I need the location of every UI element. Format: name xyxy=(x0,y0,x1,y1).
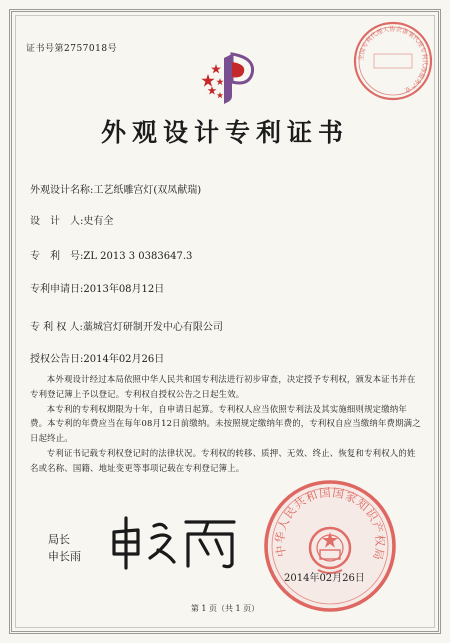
filing-date-row xyxy=(30,280,164,295)
body-paragraph-1: 本外观设计经过本局依照中华人民共和国专利法进行初步审查，决定授予专利权，颁发本证书并在专利登记簿上予以登记。专利权自授权公告之日起生效。 xyxy=(30,374,416,399)
certificate-title: 外观设计专利证书 xyxy=(100,118,349,147)
patentee-value: 藁城宫灯研制开发中心有限公司 xyxy=(82,322,223,333)
patentee-row xyxy=(30,318,223,333)
design-name-label: 外观设计名称: xyxy=(30,185,94,196)
association-stamp xyxy=(352,20,434,102)
patentee-label: 专 利 权 人: xyxy=(30,322,83,333)
design-name-row xyxy=(30,181,201,196)
certificate-number: 证书号第2757018号 xyxy=(26,44,118,54)
director-name: 申长雨 xyxy=(48,550,81,563)
body-paragraph-3: 专利证书记载专利权登记时的法律状况。专利权的转移、质押、无效、终止、恢复和专利权人的姓名或名称、国籍、地址变更等事项记载在专利登记簿上。 xyxy=(30,447,416,473)
director-title: 局长 xyxy=(48,533,70,546)
grant-date-value: 2014年02月26日 xyxy=(83,354,165,365)
seal-text: 中华人民共和国国家知识产权局 xyxy=(272,485,388,563)
grant-date-label: 授权公告日: xyxy=(30,354,84,365)
designer-row xyxy=(30,212,113,227)
designer-label: 设 计 人: xyxy=(30,216,84,227)
patent-number-row xyxy=(30,247,192,262)
official-seal xyxy=(262,478,398,614)
page-footer: 第 1 页（共 1 页） xyxy=(190,604,260,613)
designer-value: 史有全 xyxy=(83,216,114,227)
seal-date: 2014年02月26日 xyxy=(284,573,365,584)
grant-date-row xyxy=(30,350,164,365)
filing-date-value: 2013年08月12日 xyxy=(83,284,165,295)
filing-date-label: 专利申请日: xyxy=(30,284,84,295)
certificate-body xyxy=(30,372,422,476)
sipo-logo-icon xyxy=(200,52,260,104)
patent-number-value: ZL 2013 3 0383647.3 xyxy=(83,251,193,262)
stamp-text: 全国专利代理人协会备案代理专利代理服务产业 xyxy=(357,25,429,94)
handwritten-signature xyxy=(108,510,240,572)
design-name-value: 工艺纸雕宫灯(双凤献瑞) xyxy=(93,185,202,196)
patent-number-label: 专 利 号: xyxy=(30,251,84,262)
body-paragraph-2: 本专利的专利权期限为十年，自申请日起算。专利权人应当依照专利法及其实施细则规定缴纳年费。本专利的年费应当在每年08月12日前缴纳。未按照规定缴纳年费的，专利权自应当缴纳年费期满之日起终止。 xyxy=(30,403,421,444)
